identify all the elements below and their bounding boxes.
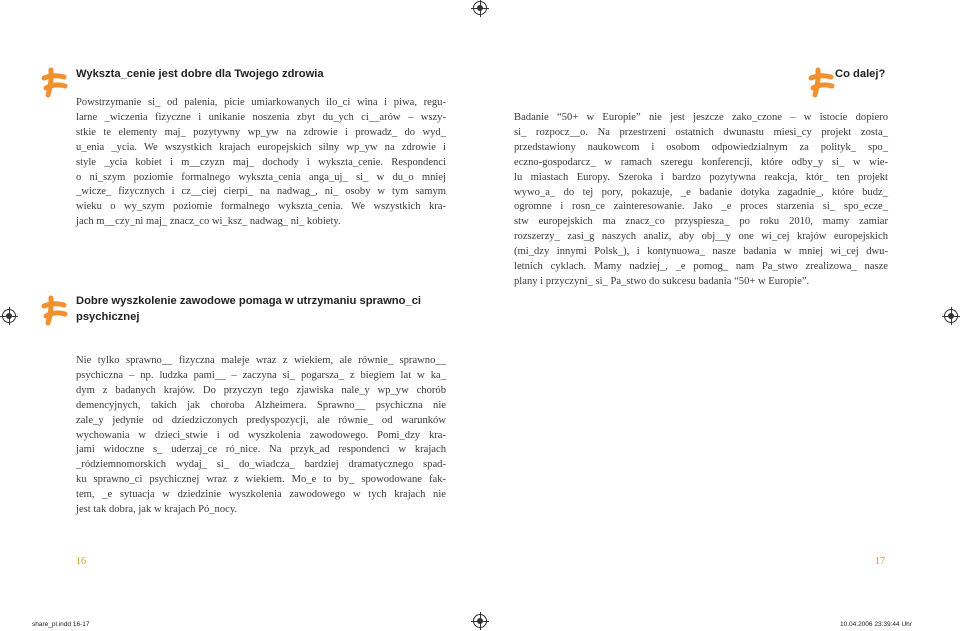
text-line: Nie tylko sprawno__ fizyczna maleje wraz z wiekiem, ale równie_ sprawno__ <box>76 355 446 366</box>
paragraph-mental-fitness <box>76 354 446 518</box>
asterisk-icon <box>36 64 72 100</box>
text-line: si_ rozpocz__o. Na przestrzeni ostatnich dwunastu miesi_cy projekt zosta_ <box>514 126 888 138</box>
registration-mark-bottom <box>473 614 487 628</box>
registration-mark-right <box>944 309 958 323</box>
text-line: ogromne i rosn_ce zainteresowanie. Jako _e proces starzenia si_ spo_ecze_ <box>514 201 888 213</box>
text-line: _wicze_ fizycznych i cz__ciej cierpi_ na nadwag_, ni_ osoby w tym samym <box>76 186 446 198</box>
heading-line: Dobre wyszkolenie zawodowe pomaga w utrzymaniu sprawno_ci <box>76 295 422 307</box>
page-number-left: 16 <box>76 556 86 567</box>
text-line: Powstrzymanie si_ od palenia, picie umiarkowanych ilo_ci wina i piwa, regu- <box>76 97 446 108</box>
text-line: jami widoczne s_ uderzaj_ce ró_nice. Na przyk_ad respondenci w krajach <box>76 444 446 456</box>
section-heading-right: Co dalej? <box>835 68 886 80</box>
text-line: rozszerzy_ zasi_g naszych analiz, aby obj__y one wi_cej krajów europejskich <box>514 231 888 243</box>
paragraph-whats-next <box>514 111 888 290</box>
text-line: ku sprawno_ci psychicznej wraz z wiekiem. Mo_e to by_ spowodowane fak- <box>76 474 446 486</box>
text-line: o ni_szym poziomie formalnego wykszta_cenia anga_uj_ si_ w du_o mniej <box>76 171 446 183</box>
text-line: stw europejskich ma znacz_co przyspiesza_ po roku 2010, mamy zamiar <box>514 216 888 228</box>
text-line: zale_y jedynie od dziedziczonych predyspozycji, ale równie_ od warunków <box>76 414 446 426</box>
page-number-right: 17 <box>875 556 885 567</box>
text-line: larne _wiczenia fizyczne i unikanie noszenia zbyt du_ych ci__arów – wszy- <box>76 111 446 123</box>
text-line: tem, _e sytuacja w dziedzinie wyszkolenia zawodowego w tych krajach nie <box>76 489 446 501</box>
registration-mark-left <box>2 309 16 323</box>
asterisk-icon <box>803 64 839 100</box>
registration-mark-top <box>473 1 487 15</box>
section-heading-2 <box>76 293 456 325</box>
text-line: wywo_a_ do tej pory, pokazuje, _e badanie dotyka zagadnie_, które budz_ <box>514 186 888 198</box>
text-line: psychiczna – np. ludzka pami__ – zaczyna si_ pogarsza_ z biegiem lat w ka_ <box>76 369 446 381</box>
text-line: lu miastach Europy. Szeroka i bardzo pozytywna reakcja, któr_ ten projekt <box>514 171 888 183</box>
section-heading: Wyksztа_cenie jest dobre dla Twojego zdrowia <box>76 68 324 80</box>
text-line: eczno-gospodarcz_ w ramach szeregu konferencji, które odby_y si_ w wie- <box>514 156 888 168</box>
text-line: Badanie “50+ w Europie” nie jest jeszcze zako_czone – w istocie dopiero <box>514 112 888 123</box>
text-line: (mi_dzy innymi Polsk_), i kontynuowa_ nasze badania w mniej wi_cej dwu- <box>514 246 888 258</box>
text-line: wychowania w dzieci_stwie i od wyszkolenia zawodowego. Pomi_dzy kra- <box>76 429 446 441</box>
text-line: plany i przyczyni_ si_ Pa_stwo do sukcesu badania “50+ w Europie”. <box>514 275 810 287</box>
text-line: wieku o wy_szym poziomie formalnego wykszta_cenia. We wszystkich kra- <box>76 201 446 213</box>
text-line: _ródziemnomorskich wydaj_ si_ do_wiadcza_ bardziej dramatycznego spad- <box>76 459 446 471</box>
text-line: przedstawiony naukowcom i osobom odpowiedzialnym za polityk_ spo_ <box>514 141 888 153</box>
asterisk-icon <box>36 292 72 328</box>
text-line: stkie te elementy maj_ pozytywny wp_yw na zdrowie i prowadz_ do wyd_ <box>76 126 446 138</box>
text-line: u_enia _ycia. We wszystkich krajach europejskich silny wp_yw na zdrowie i <box>76 141 446 153</box>
paragraph-health <box>76 96 446 230</box>
text-line: jest tak dobra, jak w krajach Pó_nocy. <box>76 504 238 516</box>
timestamp-slug: 10.04.2006 23:39:44 Uhr <box>840 621 912 628</box>
text-line: style _ycia kobiet i m__czyzn maj_ dochody i wykszta_cenie. Respondenci <box>76 156 446 168</box>
text-line: jach m__czy_ni maj_ znacz_co wi_ksz_ nadwag_ ni_ kobiety. <box>76 216 341 228</box>
text-line: letnich cyklach. Mamy nadziej_, _e pomog_ nam Pa_stwo zrealizowa_ nasze <box>514 261 888 273</box>
text-line: demencyjnych, takich jak choroba Alzheimera. Sprawno__ psychiczna nie <box>76 399 446 411</box>
heading-line: psychicznej <box>76 311 140 323</box>
file-slug: share_pl.indd 16-17 <box>32 621 90 628</box>
text-line: dym z badanych krajów. Do przyczyn tego zjawiska nale_y wp_yw chorób <box>76 384 446 396</box>
